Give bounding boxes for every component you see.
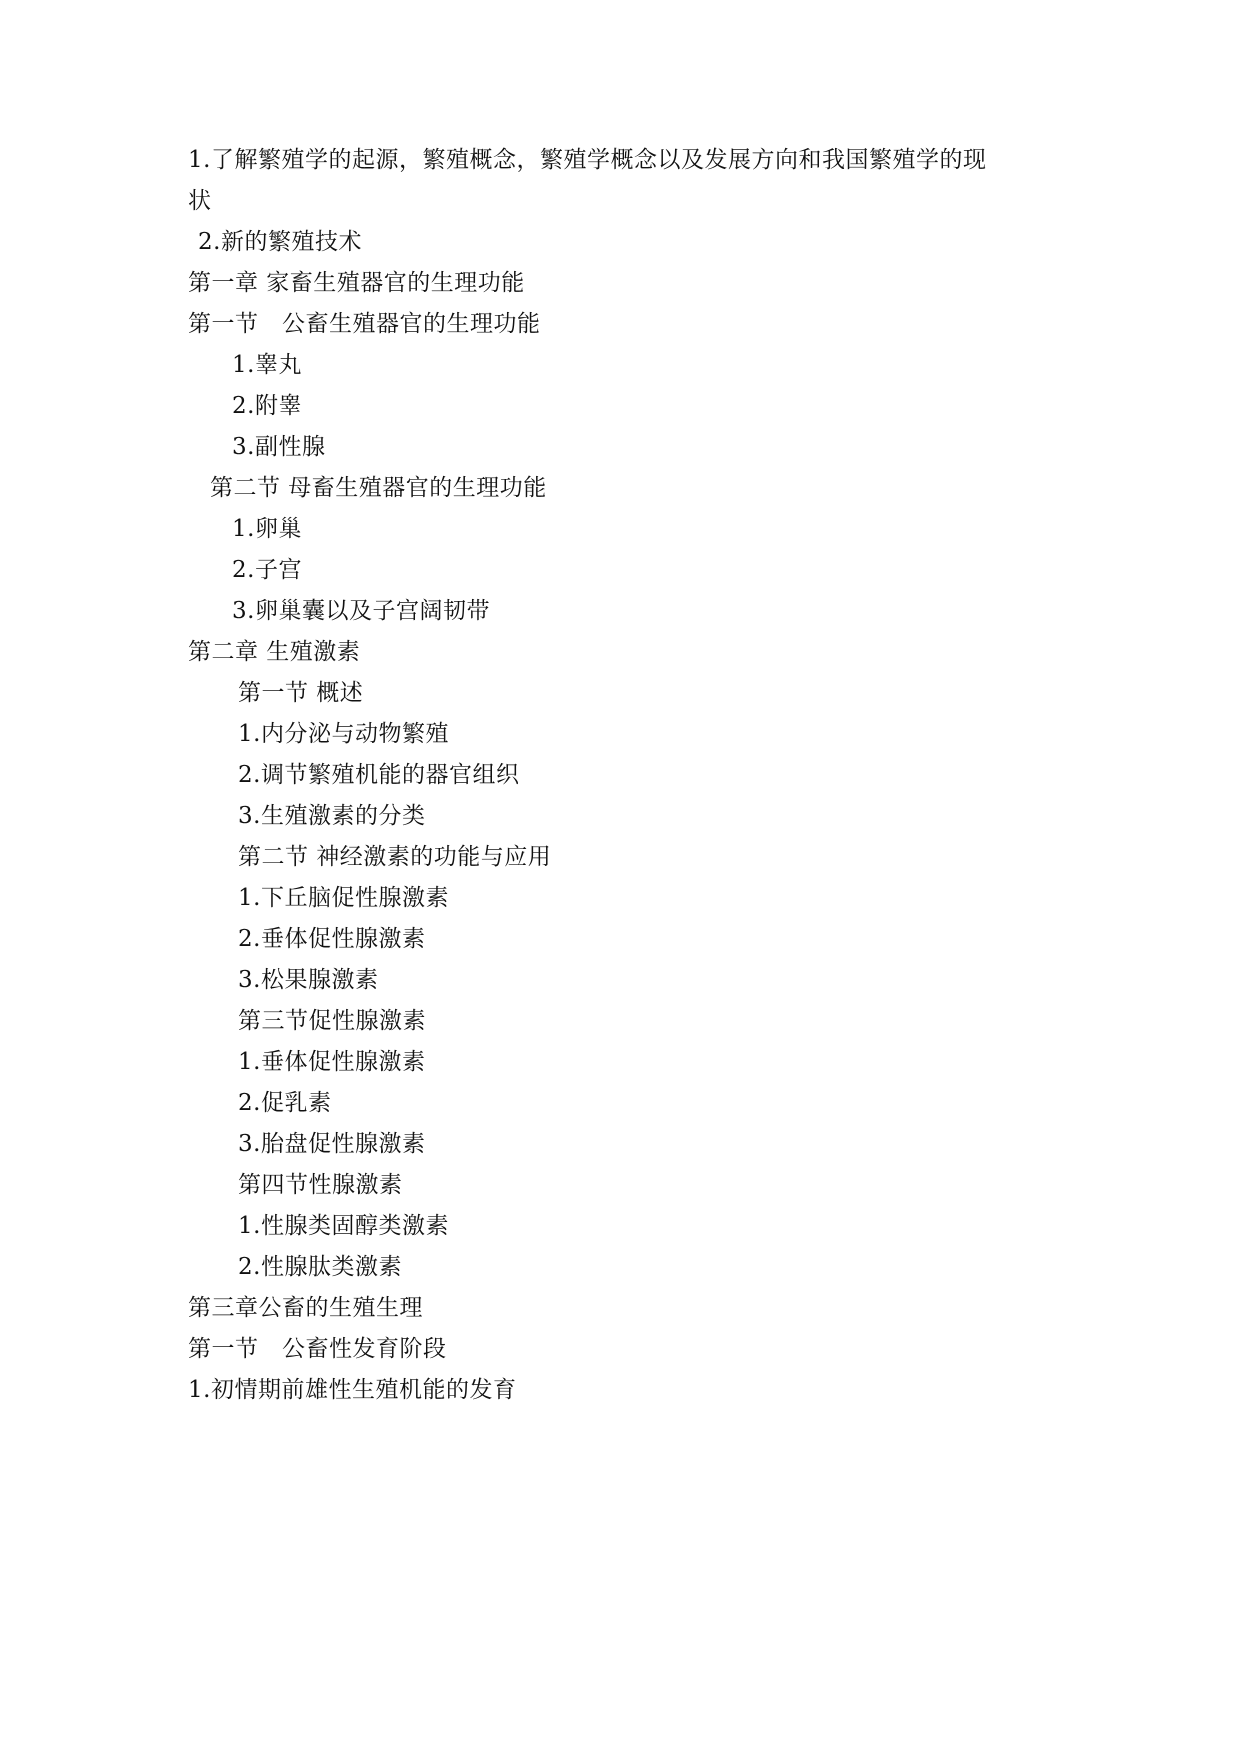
list-item: 1.睾丸 (232, 352, 302, 378)
chapter-1-heading: 第一章 家畜生殖器官的生理功能 (188, 270, 525, 296)
list-item: 3.生殖激素的分类 (238, 803, 426, 829)
chapter-2-section-4-heading: 第四节性腺激素 (238, 1172, 403, 1198)
intro-item-2: 2.新的繁殖技术 (198, 229, 362, 255)
list-item: 3.副性腺 (232, 434, 326, 460)
list-item: 3.胎盘促性腺激素 (238, 1131, 426, 1157)
list-item: 1.下丘脑促性腺激素 (238, 885, 449, 911)
chapter-1-section-1-heading: 第一节 公畜生殖器官的生理功能 (188, 311, 541, 337)
chapter-2-section-3-heading: 第三节促性腺激素 (238, 1008, 426, 1034)
list-item: 1.初情期前雄性生殖机能的发育 (188, 1377, 517, 1403)
chapter-2-section-2-heading: 第二节 神经激素的功能与应用 (238, 844, 552, 870)
list-item: 1.性腺类固醇类激素 (238, 1213, 449, 1239)
list-item: 3.卵巢囊以及子宫阔韧带 (232, 598, 490, 624)
list-item: 2.子宫 (232, 557, 302, 583)
list-item: 2.促乳素 (238, 1090, 332, 1116)
list-item: 1.卵巢 (232, 516, 302, 542)
list-item: 2.性腺肽类激素 (238, 1254, 402, 1280)
list-item: 3.松果腺激素 (238, 967, 379, 993)
list-item: 1.内分泌与动物繁殖 (238, 721, 449, 747)
chapter-2-section-1-heading: 第一节 概述 (238, 680, 364, 706)
chapter-3-section-1-heading: 第一节 公畜性发育阶段 (188, 1336, 447, 1362)
list-item: 2.调节繁殖机能的器官组织 (238, 762, 520, 788)
intro-item-1: 1.了解繁殖学的起源，繁殖概念，繁殖学概念以及发展方向和我国繁殖学的现 (188, 147, 987, 173)
chapter-3-heading: 第三章公畜的生殖生理 (188, 1295, 423, 1321)
list-item: 2.附睾 (232, 393, 302, 419)
list-item: 1.垂体促性腺激素 (238, 1049, 426, 1075)
intro-item-1-continuation: 状 (188, 188, 212, 214)
chapter-1-section-2-heading: 第二节 母畜生殖器官的生理功能 (210, 475, 547, 501)
chapter-2-heading: 第二章 生殖激素 (188, 639, 361, 665)
list-item: 2.垂体促性腺激素 (238, 926, 426, 952)
